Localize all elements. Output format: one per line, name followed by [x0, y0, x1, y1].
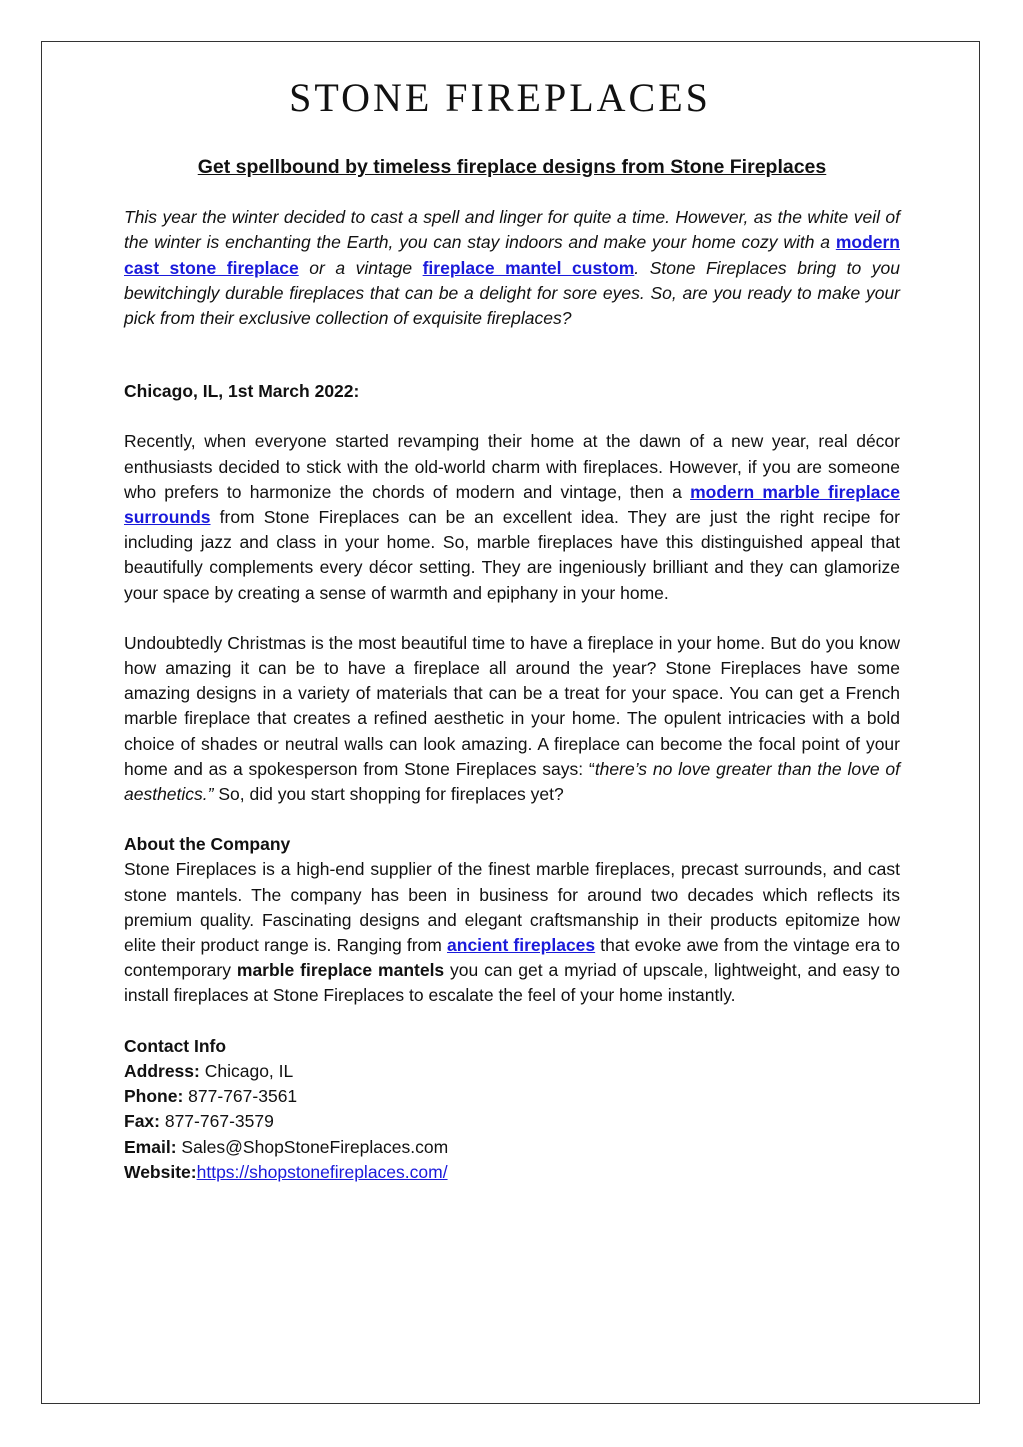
intro-text-1: This year the winter decided to cast a spell and linger for quite a time. However, as the white veil of the winter is enchanting the Earth, you can stay indoors and make your home cozy with a — [124, 207, 900, 253]
fax-label: Fax: — [124, 1111, 160, 1132]
body-paragraph-2 — [124, 631, 900, 807]
phone-value: 877-767-3561 — [183, 1086, 298, 1107]
contact-address — [124, 1059, 900, 1084]
para2-text-1: Undoubtedly Christmas is the most beautiful time to have a fireplace in your home. But do you know how amazing it can be to have a fireplace all around the year? Stone Fireplaces have some amazing designs in a variety of materials that can be a treat for your space. You can get a French marble fireplace that creates a refined aesthetic in your home. The opulent intricacies with a bold choice of shades or neutral walls can look amazing. A fireplace can become the focal point of your home and as a spokesperson from Stone Fireplaces says: “ — [124, 632, 900, 779]
intro-paragraph — [124, 205, 900, 331]
about-bold-phrase: marble fireplace mantels — [236, 960, 445, 981]
contact-email — [124, 1135, 900, 1160]
intro-text-3: . Stone Fireplaces bring to you bewitchingly durable fireplaces that can be a delight for sore eyes. So, are you ready to make your pick from their exclusive collection of exquisite fireplaces? — [124, 257, 900, 329]
para1-text-2: from Stone Fireplaces can be an excellent idea. They are just the right recipe for including jazz and class in your home. So, marble fireplaces have this distinguished appeal that beautifully complements every décor setting. They are ingeniously brilliant and they can glamorize your space by creating a sense of warmth and epiphany in your home. — [124, 507, 900, 603]
dateline: Chicago, IL, 1st March 2022: — [124, 381, 360, 402]
fax-value: 877-767-3579 — [159, 1111, 274, 1132]
website-link[interactable]: https://shopstonefireplaces.com/ — [196, 1161, 448, 1182]
email-value: Sales@ShopStoneFireplaces.com — [176, 1136, 449, 1157]
website-label: Website: — [124, 1161, 197, 1182]
contact-info — [124, 1034, 900, 1185]
contact-phone — [124, 1084, 900, 1109]
para1-text-1: Recently, when everyone started revamping their home at the dawn of a new year, real décor enthusiasts decided to stick with the old-world charm with fireplaces. However, if you are someone who prefers to harmonize the chords of modern and vintage, then a — [124, 431, 900, 502]
headline: Get spellbound by timeless fireplace designs from Stone Fireplaces — [197, 156, 827, 178]
intro-text-2: or a vintage — [298, 257, 423, 278]
address-label: Address: — [124, 1060, 200, 1081]
link-modern-marble-fireplace-surrounds[interactable]: modern marble fireplace surrounds — [124, 481, 900, 528]
link-modern-cast-stone-fireplace[interactable]: modern cast stone fireplace — [124, 232, 900, 278]
spokesperson-quote: there’s no love greater than the love of aesthetics.” — [124, 758, 900, 805]
brand-logo: STONE FIREPLACES — [289, 75, 711, 120]
contact-website — [124, 1160, 900, 1185]
body-paragraph-1 — [124, 429, 900, 605]
address-value: Chicago, IL — [199, 1060, 294, 1081]
about-heading: About the Company — [124, 834, 291, 855]
about-text-1: Stone Fireplaces is a high-end supplier of the finest marble fireplaces, precast surrounds, and cast stone mantels. The company has been in business for around two decades which reflects its premium quality. Fascinating designs and elegant craftsmanship in their products epitomize how elite their product range is. Ranging from — [124, 859, 900, 956]
link-fireplace-mantel-custom[interactable]: fireplace mantel custom — [422, 257, 635, 278]
link-ancient-fireplaces[interactable]: ancient fireplaces — [447, 935, 596, 956]
contact-heading: Contact Info — [124, 1035, 227, 1056]
phone-label: Phone: — [124, 1086, 184, 1107]
press-release — [124, 155, 900, 1185]
about-text-2: that evoke awe from the vintage era to contemporary — [124, 935, 900, 981]
about-paragraph — [124, 857, 900, 1008]
email-label: Email: — [124, 1136, 177, 1157]
para2-text-2: So, did you start shopping for fireplaces yet? — [213, 784, 564, 805]
contact-fax — [124, 1109, 900, 1134]
about-text-3: you can get a myriad of upscale, lightweight, and easy to install fireplaces at Stone Fireplaces to escalate the feel of your home instantly. — [124, 960, 900, 1006]
